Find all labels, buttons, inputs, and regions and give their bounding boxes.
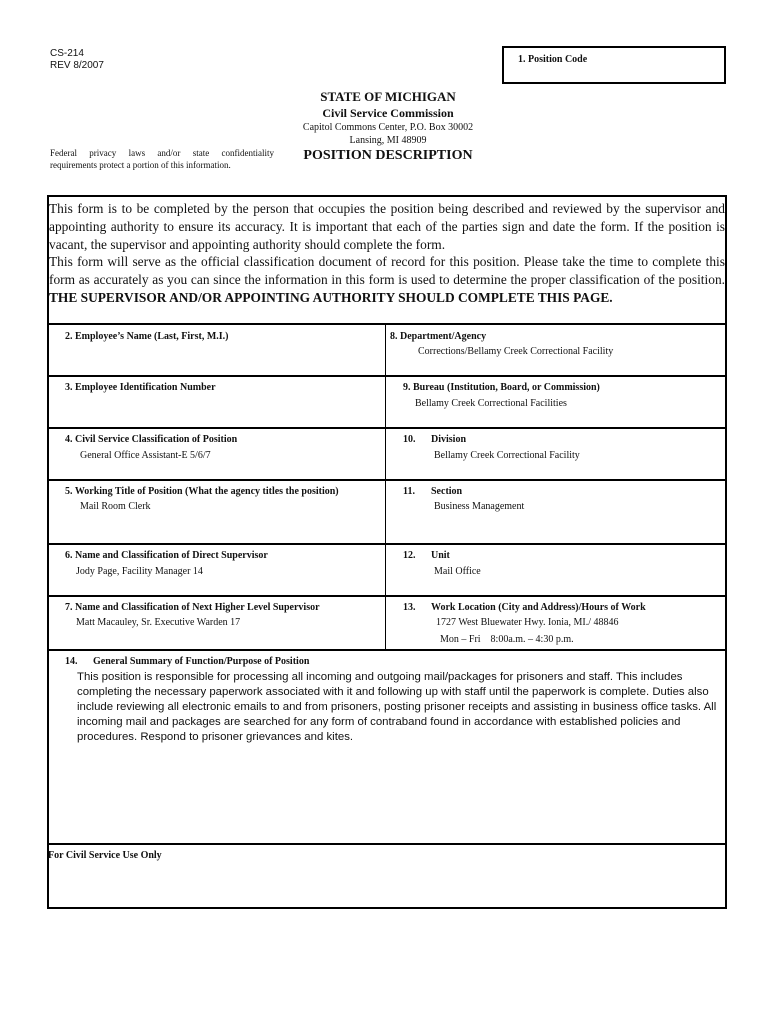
work-location-number: 13.: [403, 602, 416, 613]
classification-value[interactable]: General Office Assistant-E 5/6/7: [80, 450, 211, 461]
department-agency-label: 8. Department/Agency: [390, 331, 487, 342]
privacy-notice-line-2: requirements protect a portion of this information.: [50, 160, 231, 170]
privacy-notice: [50, 147, 274, 171]
division-value[interactable]: Bellamy Creek Correctional Facility: [434, 450, 580, 461]
position-code-field[interactable]: [502, 46, 726, 84]
higher-supervisor-value[interactable]: Matt Macauley, Sr. Executive Warden 17: [76, 617, 241, 628]
general-summary-text[interactable]: This position is responsible for processing all incoming and outgoing mail/packages for prisoners and staff. This includes completing the necessary paperwork associated with it and following up with staff until the paperwork is complete. Duties also include reviewing all electronic emails to and from prisoners, posting prisoner receipts and assisting in business office tasks. All incoming mail and packages are searched for any form of contraband found in accordance with established policies and procedures. Respond to prisoner grievances and kites.: [77, 671, 717, 743]
civil-service-use-label: For Civil Service Use Only: [48, 850, 162, 861]
row-divider: [47, 479, 727, 481]
unit-number: 12.: [403, 550, 416, 561]
higher-supervisor-label: 7. Name and Classification of Next Higher Level Supervisor: [65, 602, 320, 613]
direct-supervisor-label: 6. Name and Classification of Direct Supervisor: [65, 550, 268, 561]
bureau-value[interactable]: Bellamy Creek Correctional Facilities: [415, 398, 567, 409]
division-label: [403, 434, 466, 445]
row-divider: [47, 543, 727, 545]
instructions-para-2-text: This form will serve as the official classification document of record for this position. Please take the time to complete this form as accurately as you can since the information in this form is used to determine the proper classification of the position.: [49, 254, 725, 288]
section-number: 11.: [403, 486, 415, 497]
working-title-label: 5. Working Title of Position (What the agency titles the position): [65, 486, 339, 497]
address-line-1: Capitol Commons Center, P.O. Box 30002: [302, 122, 474, 133]
general-summary-number: 14.: [65, 656, 78, 667]
row-divider: [47, 427, 727, 429]
work-location-label-text: Work Location (City and Address)/Hours of Work: [431, 602, 646, 613]
division-number: 10.: [403, 434, 416, 445]
row-divider: [47, 323, 727, 325]
work-location-address[interactable]: 1727 West Bluewater Hwy. Ionia, MI./ 48846: [436, 617, 619, 628]
row-divider: [47, 843, 727, 845]
unit-label: [403, 550, 450, 561]
page-title: POSITION DESCRIPTION: [303, 148, 473, 163]
instructions-emphasis: THE SUPERVISOR AND/OR APPOINTING AUTHORITY SHOULD COMPLETE THIS PAGE.: [49, 289, 613, 305]
commission-heading: Civil Service Commission: [322, 106, 454, 120]
unit-label-text: Unit: [431, 550, 450, 561]
position-code-label: 1. Position Code: [518, 54, 588, 65]
column-divider: [385, 325, 386, 649]
privacy-notice-line-1: Federal privacy laws and/or state confidentiality: [50, 148, 274, 158]
instructions: [49, 200, 725, 307]
department-agency-value[interactable]: Corrections/Bellamy Creek Correctional Facility: [418, 346, 614, 357]
form-identifier: [50, 48, 104, 72]
row-divider: [47, 649, 727, 651]
direct-supervisor-value[interactable]: Jody Page, Facility Manager 14: [76, 566, 203, 577]
classification-label: 4. Civil Service Classification of Position: [65, 434, 238, 445]
instructions-para-1: This form is to be completed by the person that occupies the position being described and reviewed by the supervisor and appointing authority to ensure its accuracy. It is important that each of the parties sign and date the form. If the position is vacant, the supervisor and appointing authority should complete the form.: [49, 201, 725, 252]
general-summary-label: [65, 656, 309, 667]
address-line-2: Lansing, MI 48909: [349, 135, 427, 146]
row-divider: [47, 375, 727, 377]
employee-name-label: 2. Employee’s Name (Last, First, M.I.): [65, 331, 229, 342]
form-number: CS-214: [50, 48, 84, 59]
unit-value[interactable]: Mail Office: [434, 566, 481, 577]
section-label-text: Section: [431, 486, 463, 497]
section-label: [403, 486, 462, 497]
work-hours[interactable]: Mon – Fri 8:00a.m. – 4:30 p.m.: [440, 634, 574, 645]
work-location-label: [403, 602, 646, 613]
employee-id-label: 3. Employee Identification Number: [65, 382, 216, 393]
instructions-para-2: [49, 253, 725, 306]
row-divider: [47, 595, 727, 597]
form-revision: REV 8/2007: [50, 60, 104, 71]
state-heading: STATE OF MICHIGAN: [320, 89, 456, 104]
division-label-text: Division: [431, 434, 467, 445]
bureau-label: 9. Bureau (Institution, Board, or Commission): [403, 382, 600, 393]
section-value[interactable]: Business Management: [434, 501, 525, 512]
general-summary-label-text: General Summary of Function/Purpose of Position: [93, 656, 310, 667]
working-title-value[interactable]: Mail Room Clerk: [80, 501, 151, 512]
